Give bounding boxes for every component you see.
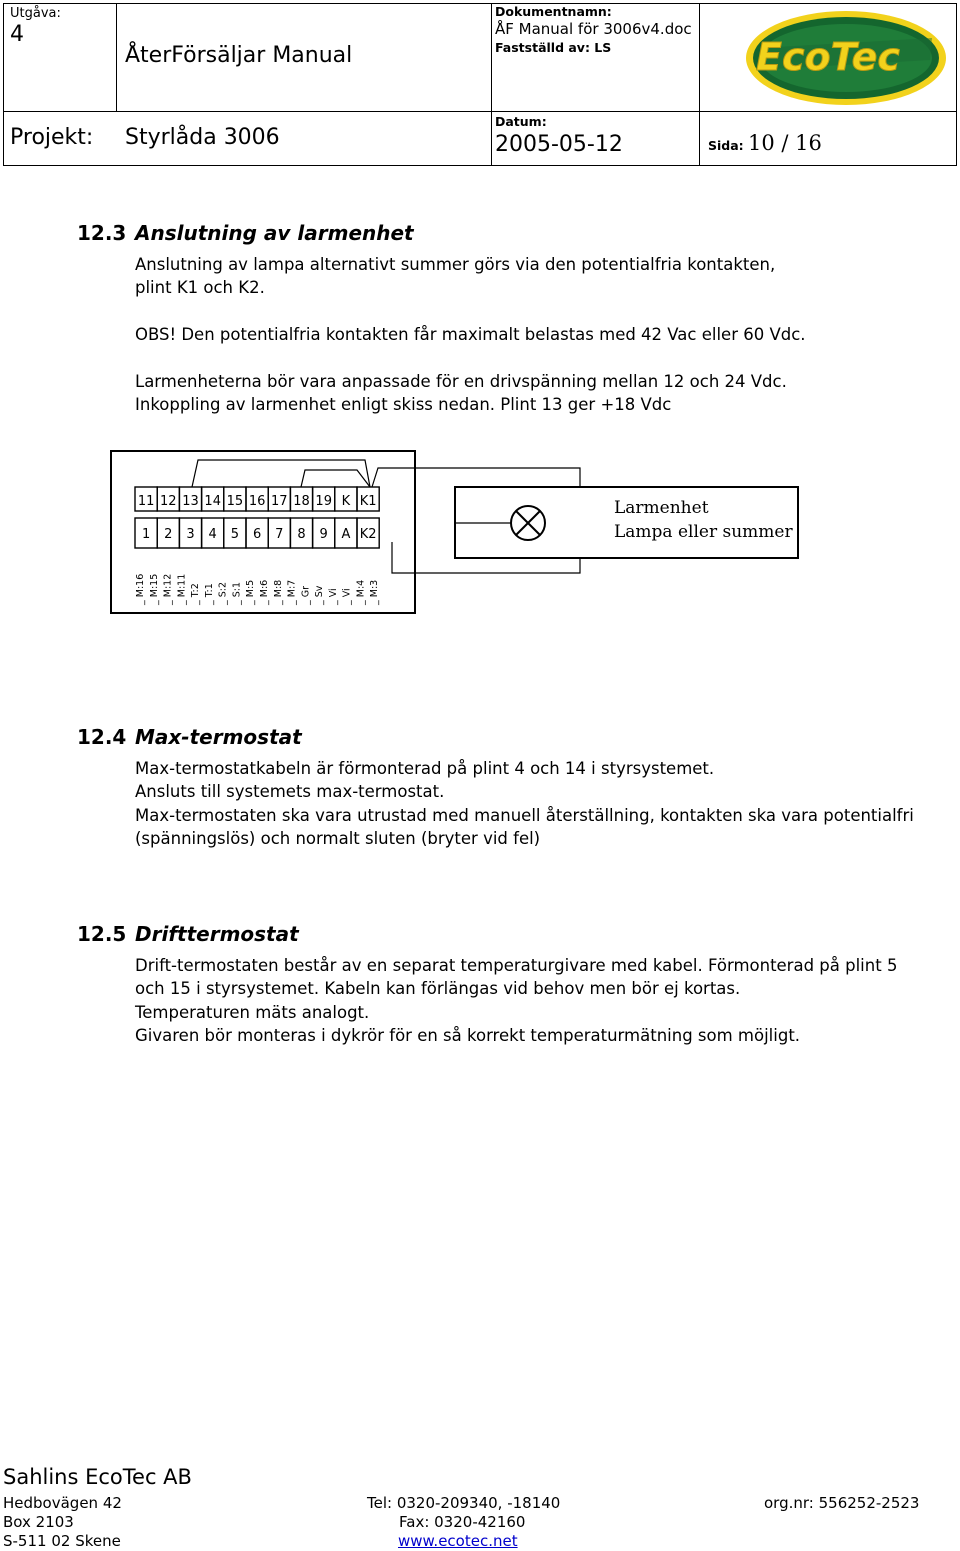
- wire-k1-to-alarm: [372, 468, 580, 488]
- wire-label: _ S:1: [231, 581, 243, 605]
- terminal-label: 7: [275, 527, 284, 542]
- wire-label: _ M:7: [286, 579, 298, 605]
- terminal-label: 5: [230, 527, 240, 542]
- wire-label: _ Gr: [300, 585, 312, 605]
- section-title: Drifttermostat: [135, 922, 299, 946]
- terminal-bottom: [157, 518, 179, 548]
- body-line: Drift-termostaten består av en separat temperaturgivare med kabel. Förmonterad på plint 5: [135, 956, 898, 975]
- wire-18: [301, 470, 370, 487]
- terminal-top: [135, 487, 157, 511]
- section-heading: [77, 221, 414, 245]
- terminal-top: [290, 487, 312, 511]
- terminal-label: 18: [293, 494, 310, 509]
- wire-label: _ T:2: [190, 583, 202, 605]
- footer-address-box: Box 2103: [3, 1513, 74, 1531]
- wire-label: _ M:5: [245, 579, 257, 605]
- body-line: Inkoppling av larmenhet enligt skiss nedan. Plint 13 ger +18 Vdc: [135, 395, 672, 415]
- wire-label: _ M:16: [135, 573, 146, 605]
- terminal-top: [224, 487, 246, 511]
- terminal-label: 4: [208, 527, 217, 542]
- wire-label: _ Vi: [341, 588, 353, 605]
- terminal-label: 2: [164, 527, 173, 542]
- terminal-label: 8: [297, 527, 306, 542]
- wire-label: _ Vi: [327, 588, 339, 605]
- terminal-label: 19: [315, 494, 332, 509]
- terminal-label: 9: [319, 527, 328, 542]
- header-divider: [4, 111, 956, 112]
- footer-address-street: Hedbovägen 42: [3, 1494, 122, 1512]
- terminal-label: K2: [359, 527, 377, 542]
- terminal-top: [157, 487, 179, 511]
- wire-label: _ M:3: [369, 579, 381, 605]
- header-divider: [116, 4, 117, 111]
- terminal-top: [313, 487, 335, 511]
- body-line: Givaren bör monteras i dykrör för en så korrekt temperaturmätning som möjligt.: [135, 1026, 801, 1046]
- terminal-label: 16: [248, 494, 266, 509]
- footer-fax: Fax: 0320-42160: [399, 1513, 526, 1531]
- terminal-label: A: [341, 527, 351, 542]
- terminal-top: [179, 487, 201, 511]
- docname-value: ÅF Manual för 3006v4.doc: [495, 20, 692, 38]
- docname-label: Dokumentnamn:: [495, 4, 612, 19]
- date-value: 2005-05-12: [495, 132, 623, 157]
- edition-value: 4: [10, 22, 24, 47]
- wire-label: _ S:2: [217, 581, 229, 605]
- terminal-label: K: [341, 494, 351, 509]
- terminal-label: 15: [226, 494, 244, 509]
- header-divider: [491, 4, 492, 166]
- body-line: Max-termostaten ska vara utrustad med manuell återställning, kontakten ska vara potentialfri: [135, 805, 914, 825]
- body-line: OBS! Den potentialfria kontakten får maximalt belastas med 42 Vac eller 60 Vdc.: [135, 325, 806, 344]
- section-heading: [77, 725, 302, 749]
- body-line: och 15 i styrsystemet. Kabeln kan förlängas vid behov men bör ej kortas.: [135, 979, 741, 999]
- page-label: Sida:: [708, 138, 744, 153]
- section-heading: [77, 922, 299, 946]
- terminal-label: 13: [182, 494, 199, 509]
- terminal-label: 14: [204, 494, 221, 509]
- terminal-top: [246, 487, 268, 511]
- project-value: Styrlåda 3006: [125, 125, 280, 150]
- terminal-label: 6: [252, 527, 262, 542]
- section-body: [135, 253, 775, 300]
- section-number: 12.3: [77, 221, 127, 245]
- terminal-top: [268, 487, 290, 511]
- terminal-bottom: [313, 518, 335, 548]
- footer-address-city: S-511 02 Skene: [3, 1532, 121, 1550]
- body-line: Larmenheterna bör vara anpassade för en drivspänning mellan 12 och 24 Vdc.: [135, 372, 787, 391]
- body-line: Ansluts till systemets max-termostat.: [135, 782, 445, 802]
- section-title: Max-termostat: [135, 725, 302, 749]
- terminal-bottom: [357, 518, 379, 548]
- terminal-label: 1: [141, 527, 151, 542]
- edition-label: Utgåva:: [10, 6, 61, 21]
- wire-13-to-k1: [192, 460, 370, 487]
- terminal-label: 11: [137, 494, 155, 509]
- terminal-row-bottom: [135, 518, 379, 548]
- terminal-bottom: [202, 518, 224, 548]
- ecotec-logo: [700, 4, 952, 108]
- section-body: [135, 757, 914, 851]
- section-body: [135, 954, 897, 1048]
- terminal-top: [357, 487, 379, 511]
- wire-label: _ Sv: [314, 585, 326, 605]
- section-body: [135, 370, 787, 417]
- terminal-top: [202, 487, 224, 511]
- footer-orgnr: org.nr: 556252-2523: [764, 1494, 920, 1512]
- terminal-bottom: [246, 518, 268, 548]
- wire-label: _ M:8: [272, 579, 284, 605]
- body-line: (spänningslös) och normalt sluten (bryter vid fel): [135, 829, 541, 849]
- wire-label: _ M:11: [176, 573, 188, 605]
- terminal-top: [335, 487, 357, 511]
- terminal-label: K1: [359, 494, 377, 509]
- terminal-bottom: [268, 518, 290, 548]
- body-line: Temperaturen mäts analogt.: [135, 1002, 370, 1022]
- footer-website-link[interactable]: www.ecotec.net: [398, 1532, 518, 1550]
- date-label: Datum:: [495, 114, 547, 129]
- terminal-bottom: [335, 518, 357, 548]
- body-line: Max-termostatkabeln är förmonterad på plint 4 och 14 i styrsystemet.: [135, 759, 715, 778]
- body-line: plint K1 och K2.: [135, 278, 265, 298]
- terminal-row-top: [135, 487, 379, 511]
- manual-title: ÅterFörsäljar Manual: [125, 43, 353, 68]
- terminal-label: 3: [186, 527, 195, 542]
- section-number: 12.4: [77, 725, 127, 749]
- logo-wordmark: EcoTec: [756, 35, 900, 79]
- section-title: Anslutning av larmenhet: [135, 221, 414, 245]
- terminal-bottom: [290, 518, 312, 548]
- terminal-bottom: [135, 518, 157, 548]
- alarm-unit-sublabel: Lampa eller summer: [614, 522, 793, 542]
- wire-label: _ M:12: [162, 573, 174, 605]
- section-number: 12.5: [77, 922, 127, 946]
- terminal-label: 12: [160, 494, 177, 509]
- wiring-diagram: [0, 440, 960, 630]
- approved-by: Fastställd av: LS: [495, 40, 612, 55]
- wire-label-group: [135, 574, 380, 606]
- footer-phone: Tel: 0320-209340, -18140: [367, 1494, 561, 1512]
- wire-label: _ T:1: [203, 583, 215, 605]
- terminal-bottom: [179, 518, 201, 548]
- alarm-unit-label: Larmenhet: [614, 498, 709, 518]
- wire-label: _ M:15: [148, 573, 160, 605]
- terminal-label: 17: [271, 494, 288, 509]
- wire-label: _ M:6: [259, 579, 270, 605]
- footer-company: Sahlins EcoTec AB: [3, 1465, 192, 1489]
- section-body: [135, 323, 806, 346]
- project-label: Projekt:: [10, 125, 94, 150]
- terminal-bottom: [224, 518, 246, 548]
- page-number: 10 / 16: [748, 131, 822, 155]
- body-line: Anslutning av lampa alternativt summer görs via den potentialfria kontakten,: [135, 255, 776, 274]
- wire-label: _ M:4: [355, 579, 367, 605]
